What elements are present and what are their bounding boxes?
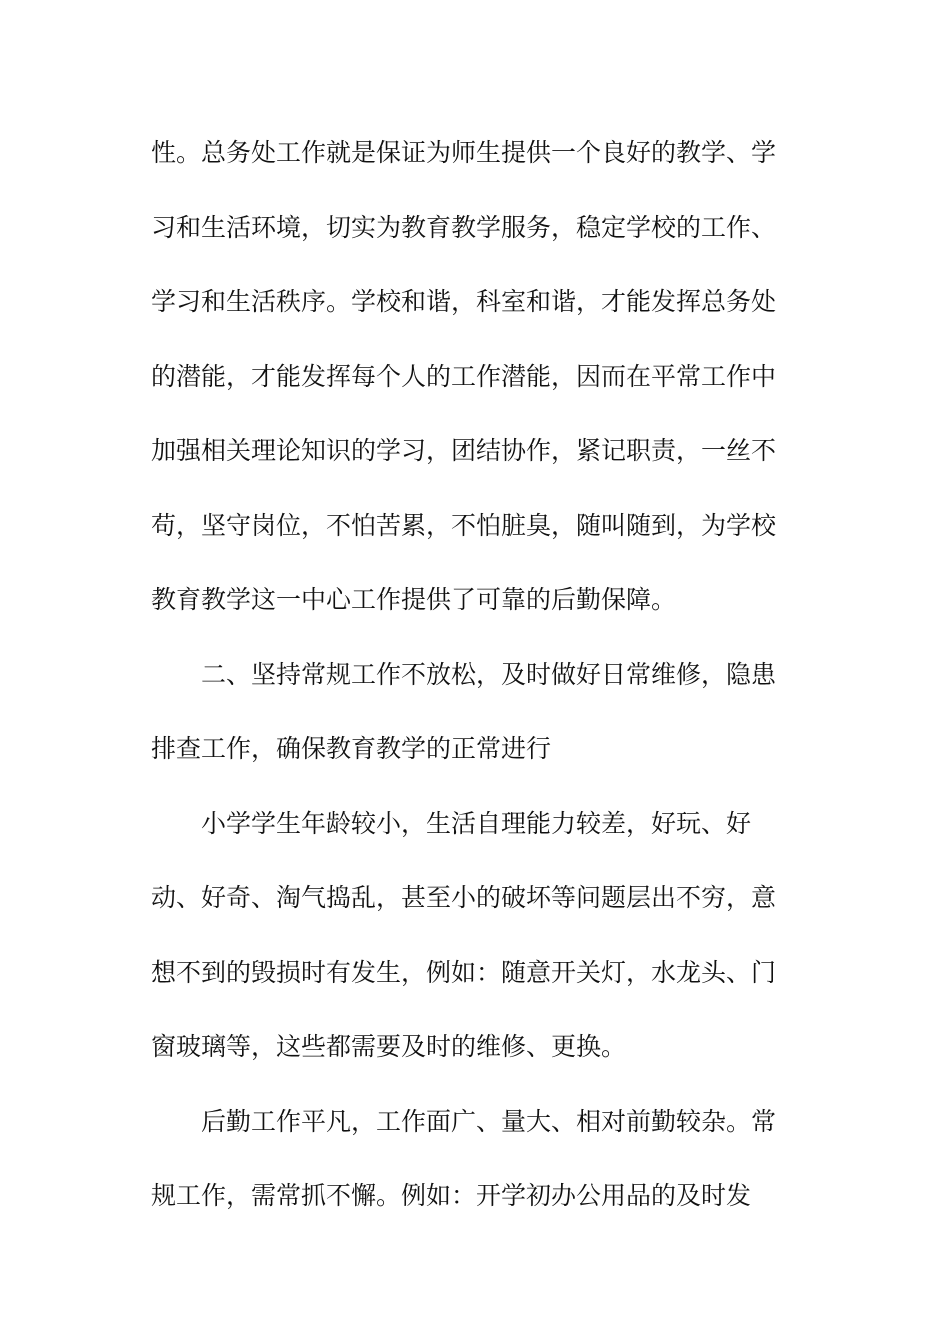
paragraph-line-1: 小学学生年龄较小，生活自理能力较差，好玩、好 xyxy=(201,808,752,838)
section-heading-line-2: 排查工作，确保教育教学的正常进行 xyxy=(151,734,552,763)
paragraph-line-3: 想不到的毁损时有发生，例如：随意开关灯，水龙头、门 xyxy=(151,957,777,987)
paragraph2-line-1: 后勤工作平凡，工作面广、量大、相对前勤较杂。常 xyxy=(201,1106,777,1136)
paragraph2-line-2: 规工作，需常抓不懈。例如：开学初办公用品的及时发 xyxy=(151,1181,752,1210)
text-line-5: 加强相关理论知识的学习，团结协作，紧记职责，一丝不 xyxy=(151,436,777,465)
paragraph-line-4: 窗玻璃等，这些都需要及时的维修、更换。 xyxy=(151,1032,627,1061)
body-text xyxy=(151,128,801,1246)
text-line-3: 学习和生活秩序。学校和谐，科室和谐，才能发挥总务处 xyxy=(151,287,777,316)
text-line-6: 苟，坚守岗位，不怕苦累，不怕脏臭，随叫随到，为学校 xyxy=(151,510,777,540)
text-line-7: 教育教学这一中心工作提供了可靠的后勤保障。 xyxy=(151,585,677,614)
text-line-4: 的潜能，才能发挥每个人的工作潜能，因而在平常工作中 xyxy=(151,361,777,391)
text-line-2: 习和生活环境，切实为教育教学服务，稳定学校的工作、 xyxy=(151,212,777,242)
paragraph-line-2: 动、好奇、淘气捣乱，甚至小的破坏等问题层出不穷，意 xyxy=(151,883,777,912)
text-line-1: 性。总务处工作就是保证为师生提供一个良好的教学、学 xyxy=(151,138,777,167)
section-heading-line-1: 二、坚持常规工作不放松，及时做好日常维修，隐患 xyxy=(201,659,777,689)
